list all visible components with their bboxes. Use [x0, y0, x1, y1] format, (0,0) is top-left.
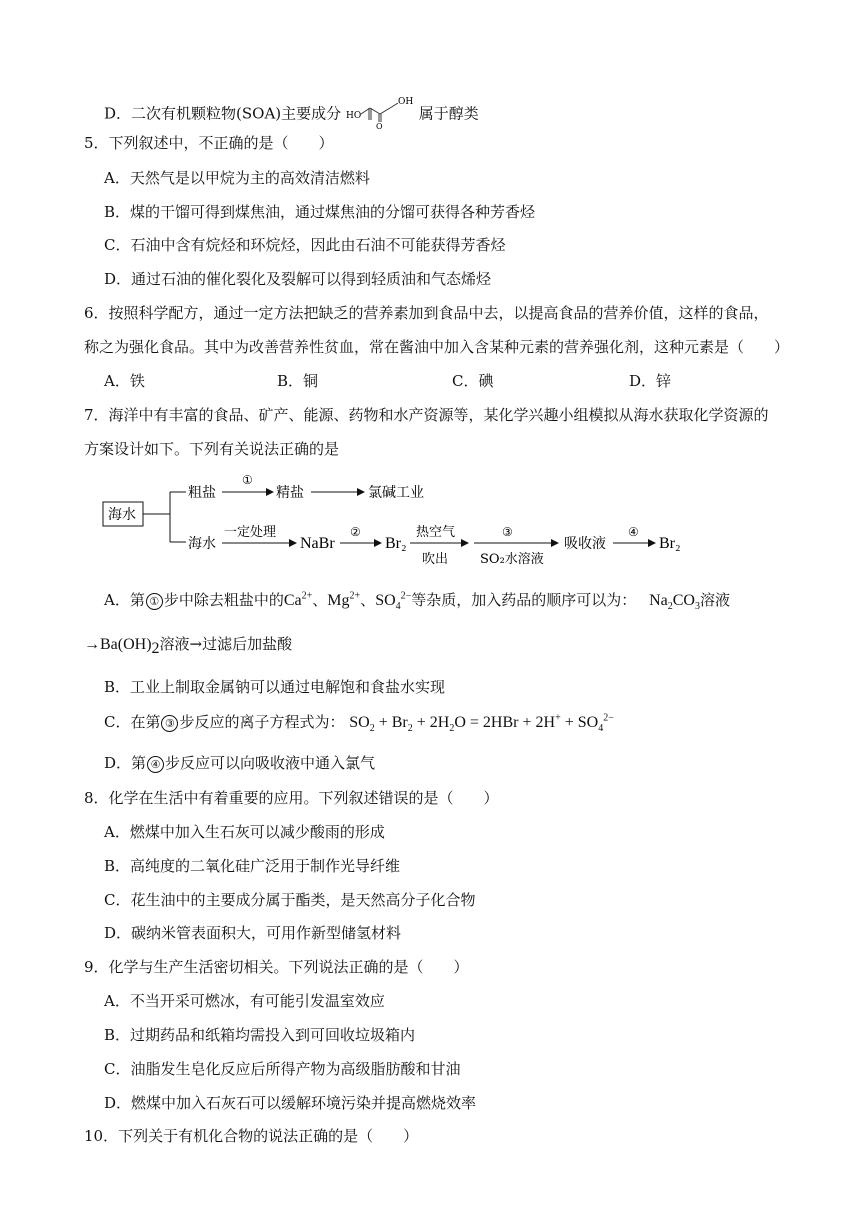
q7-option-b: B．工业上制取金属钠可以通过电解饱和食盐水实现: [104, 678, 446, 696]
oxalic-acid-structure: [346, 94, 414, 135]
q7-a-prefix: A．第: [104, 591, 145, 609]
q7-a2-tail: 溶液→过滤后加盐酸: [159, 635, 293, 653]
q7-a-mid: 步中除去粗盐中的: [163, 591, 284, 609]
ion-ca: $Ca^{2+}$: [283, 590, 313, 609]
struct-ho: HO: [345, 111, 362, 121]
flow-blow-out: 吹出: [422, 552, 449, 567]
q6-stem-line2: 称之为强化食品。其中为改善营养性贫血，常在酱油中加入含某种元素的营养强化剂，这种元素是（ ）: [84, 338, 790, 356]
q10-stem: 10．下列关于有机化合物的说法正确的是（ ）: [84, 1127, 419, 1145]
q9-option-a: A．不当开采可燃冰，有可能引发温室效应: [104, 992, 385, 1010]
flow-crude-salt: 粗盐: [188, 485, 216, 501]
flow-refined-salt: 精盐: [276, 485, 304, 501]
q6-option-a: A．铁: [104, 372, 145, 390]
q7-d-tail: 步反应可以向吸收液中通入氯气: [165, 754, 376, 772]
q9-option-b: B．过期药品和纸箱均需投入到可回收垃圾箱内: [104, 1026, 416, 1044]
flow-step3: ③: [502, 525, 513, 539]
flow-br2-a: Br₂: [385, 535, 407, 552]
q7-a2-sub: 2: [151, 640, 160, 657]
q7-c-step-mark: ③: [161, 715, 178, 732]
reagent-na2co3: $Na_2CO_3$: [649, 592, 700, 613]
q5-stem: 5．下列叙述中，不正确的是（ ）: [84, 134, 334, 152]
ionic-equation: $SO_2 + Br_2 + 2H_2O = 2HBr + 2H^+ + SO_4^{2-}$: [349, 712, 614, 735]
q7-c-mid: 步反应的离子方程式为：: [179, 713, 345, 731]
flow-nabr: NaBr: [300, 535, 335, 552]
flow-chlor-alkali: 氯碱工业: [368, 485, 424, 501]
flow-absorb-liquid: 吸收液: [564, 536, 606, 552]
flow-treatment: 一定处理: [224, 525, 277, 540]
flow-seawater: 海水: [188, 536, 216, 552]
struct-oh: OH: [397, 97, 414, 107]
q7-a2-arrow: →Ba: [84, 636, 118, 653]
q5-option-c: C．石油中含有烷烃和环烷烃，因此由石油不可能获得芳香烃: [104, 236, 506, 254]
q6-option-c: C．碘: [452, 372, 494, 390]
q7-a-tail: 等杂质，加入药品的顺序可以为：: [411, 591, 637, 609]
q7-stem-line1: 7．海洋中有丰富的食品、矿产、能源、药物和水产资源等，某化学兴趣小组模拟从海水获取化学资源的: [84, 406, 769, 424]
q4-option-d: [104, 94, 479, 135]
q8-option-c: C．花生油中的主要成分属于酯类，是天然高分子化合物: [104, 891, 476, 909]
flow-step4: ④: [628, 525, 639, 539]
q8-option-a: A．燃煤中加入生石灰可以减少酸雨的形成: [104, 823, 385, 841]
q4-option-d-text: D．二次有机颗粒物(SOA)主要成分: [104, 104, 342, 123]
q7-option-a-continued: [84, 634, 292, 655]
q7-option-a: [104, 590, 730, 611]
flow-box-label: 海水: [108, 507, 136, 523]
q9-option-c: C．油脂发生皂化反应后所得产物为高级脂肪酸和甘油: [104, 1060, 461, 1078]
q7-a2-oh: (OH): [117, 636, 152, 653]
flow-step1: ①: [242, 473, 253, 487]
q5-option-a: A．天然气是以甲烷为主的高效清洁燃料: [104, 169, 370, 187]
q8-option-d: D．碳纳米管表面积大，可用作新型储氢材料: [104, 924, 402, 942]
flow-so2-solution: SO₂水溶液: [480, 552, 544, 567]
q7-d-prefix: D．第: [104, 754, 147, 772]
q9-stem: 9．化学与生产生活密切相关。下列说法正确的是（ ）: [84, 958, 469, 976]
struct-o: O: [375, 122, 383, 130]
q7-a-sep2: 、: [360, 591, 376, 609]
q7-option-d: [104, 753, 375, 773]
q4-option-d-suffix: 属于醇类: [418, 104, 479, 123]
q7-d-step-mark: ④: [147, 756, 164, 773]
q9-option-d: D．燃煤中加入石灰石可以缓解环境污染并提高燃烧效率: [104, 1094, 477, 1112]
oxalic-acid-diagram: [346, 94, 414, 130]
flow-hot-air: 热空气: [416, 525, 456, 540]
flow-step2: ②: [350, 525, 361, 539]
seawater-process-flow: [98, 470, 698, 574]
q8-option-b: B．高纯度的二氧化硅广泛用于制作光导纤维: [104, 857, 401, 875]
ion-mg: $Mg^{2+}$: [327, 590, 361, 609]
q7-a-sep1: 、: [312, 591, 328, 609]
q6-stem-line1: 6．按照科学配方，通过一定方法把缺乏的营养素加到食品中去，以提高食品的营养价值，这样的食品，: [84, 304, 769, 322]
q7-stem-line2: 方案设计如下。下列有关说法正确的是: [84, 440, 340, 458]
flow-br2-b: Br₂: [659, 535, 681, 552]
q8-stem: 8．化学在生活中有着重要的应用。下列叙述错误的是（ ）: [84, 789, 499, 807]
q6-option-b: B．铜: [277, 372, 319, 390]
q6-option-d: D．锌: [629, 372, 672, 390]
q7-a-step-mark: ①: [146, 593, 163, 610]
q7-option-c: [104, 712, 614, 733]
q5-option-d: D．通过石油的催化裂化及裂解可以得到轻质油和气态烯烃: [104, 270, 492, 288]
q5-option-b: B．煤的干馏可得到煤焦油，通过煤焦油的分馏可获得各种芳香烃: [104, 203, 536, 221]
q7-c-prefix: C．在第: [104, 713, 161, 731]
ion-so4: $SO_4^{2-}$: [375, 590, 412, 613]
q7-a-solution: 溶液: [699, 591, 730, 609]
